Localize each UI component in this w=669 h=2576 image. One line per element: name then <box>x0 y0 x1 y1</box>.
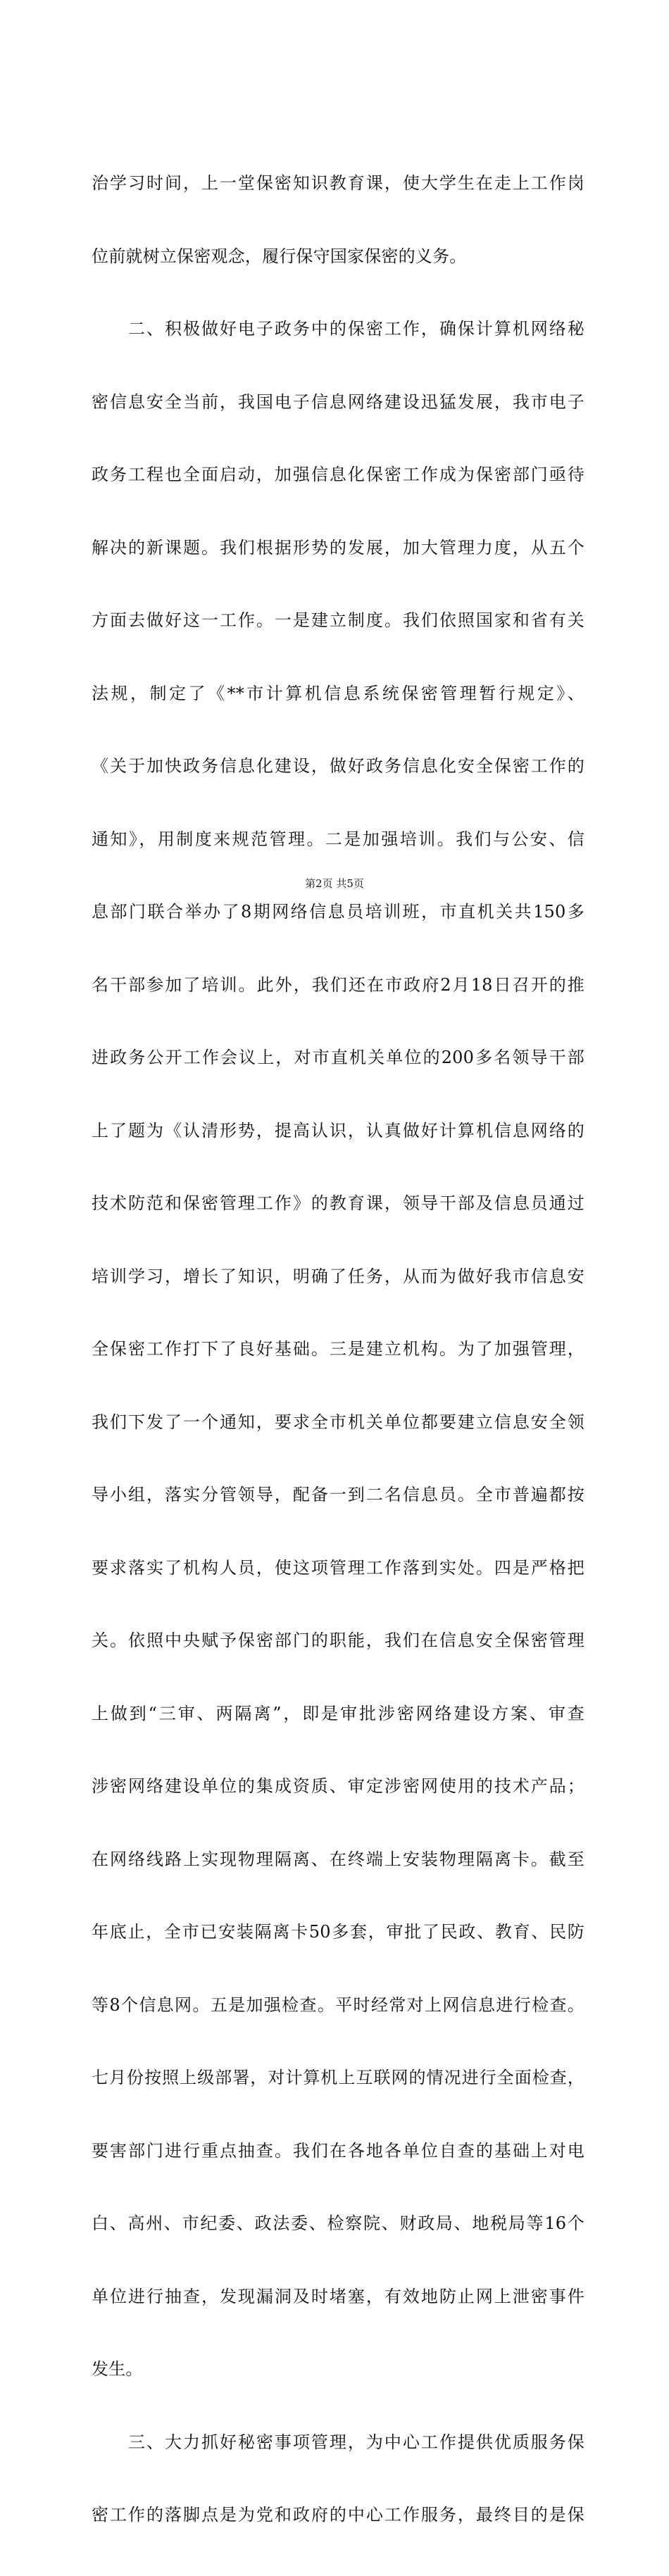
text-line: 要害部门进行重点抽查。我们在各地各单位自查的基础上对电 <box>92 2140 584 2161</box>
text-line: 密信息安全当前，我国电子信息网络建设迅猛发展，我市电子 <box>92 391 584 412</box>
text-line: 要求落实了机构人员，使这项管理工作落到实处。四是严格把 <box>92 1557 584 1578</box>
text-line: 七月份按照上级部署，对计算机上互联网的情况进行全面检查， <box>92 2068 584 2087</box>
body-text <box>92 122 584 2576</box>
text-line: 位前就树立保密观念，履行保守国家保密的义务。 <box>92 246 467 266</box>
text-line: 上了题为《认清形势，提高认识，认真做好计算机信息网络的 <box>92 1120 584 1141</box>
text-line: 在网络线路上实现物理隔离、在终端上安装物理隔离卡。截至 <box>92 1849 584 1869</box>
text-line: 治学习时间，上一堂保密知识教育课，使大学生在走上工作岗 <box>92 173 584 193</box>
text-line: 发生。 <box>92 2359 143 2379</box>
text-line: 进政务公开工作会议上，对市直机关单位的200多名领导干部 <box>92 1048 584 1067</box>
text-line: 解决的新课题。我们根据形势的发展，加大管理力度，从五个 <box>92 537 584 558</box>
text-line: 通知》，用制度来规范管理。二是加强培训。我们与公安、信 <box>92 829 584 849</box>
text-line: 密工作的落脚点是为党和政府的中心工作服务，最终目的是保 <box>92 2505 584 2525</box>
text-line: 等8个信息网。五是加强检查。平时经常对上网信息进行检查。 <box>92 1994 584 2015</box>
text-line: 年底止，全市已安装隔离卡50多套，审批了民政、教育、民防 <box>92 1922 584 1942</box>
text-line: 导小组，落实分管领导，配备一到二名信息员。全市普遍都按 <box>92 1485 584 1504</box>
text-line: 息部门联合举办了8期网络信息员培训班，市直机关共150多 <box>92 902 584 922</box>
page-number: 第2页 共5页 <box>305 877 364 890</box>
text-line: 白、高州、市纪委、政法委、检察院、财政局、地税局等16个 <box>92 2213 584 2233</box>
text-line: 单位进行抽查，发现漏洞及时堵塞，有效地防止网上泄密事件 <box>92 2286 584 2306</box>
text-line: 方面去做好这一工作。一是建立制度。我们依照国家和省有关 <box>92 610 584 630</box>
text-line: 《关于加快政务信息化建设，做好政务信息化安全保密工作的 <box>92 756 584 776</box>
text-line: 政务工程也全面启动，加强信息化保密工作成为保密部门亟待 <box>92 465 584 484</box>
text-line: 全保密工作打下了良好基础。三是建立机构。为了加强管理， <box>92 1339 584 1359</box>
text-line: 三、大力抓好秘密事项管理，为中心工作提供优质服务保 <box>92 2432 584 2452</box>
text-line: 我们下发了一个通知，要求全市机关单位都要建立信息安全领 <box>92 1412 584 1432</box>
text-line: 技术防范和保密管理工作》的教育课，领导干部及信息员通过 <box>92 1193 584 1213</box>
text-line: 关。依照中央赋予保密部门的职能，我们在信息安全保密管理 <box>92 1631 584 1650</box>
text-line: 法规，制定了《**市计算机信息系统保密管理暂行规定》、 <box>92 683 584 703</box>
text-line: 培训学习，增长了知识，明确了任务，从而为做好我市信息安 <box>92 1266 584 1286</box>
text-line: 名干部参加了培训。此外，我们还在市政府2月18日召开的推 <box>92 974 584 995</box>
text-line: 上做到“三审、两隔离”，即是审批涉密网络建设方案、审查 <box>92 1703 584 1723</box>
text-line: 二、积极做好电子政务中的保密工作，确保计算机网络秘 <box>92 319 584 339</box>
text-line: 涉密网络建设单位的集成资质、审定涉密网使用的技术产品； <box>92 1776 584 1796</box>
